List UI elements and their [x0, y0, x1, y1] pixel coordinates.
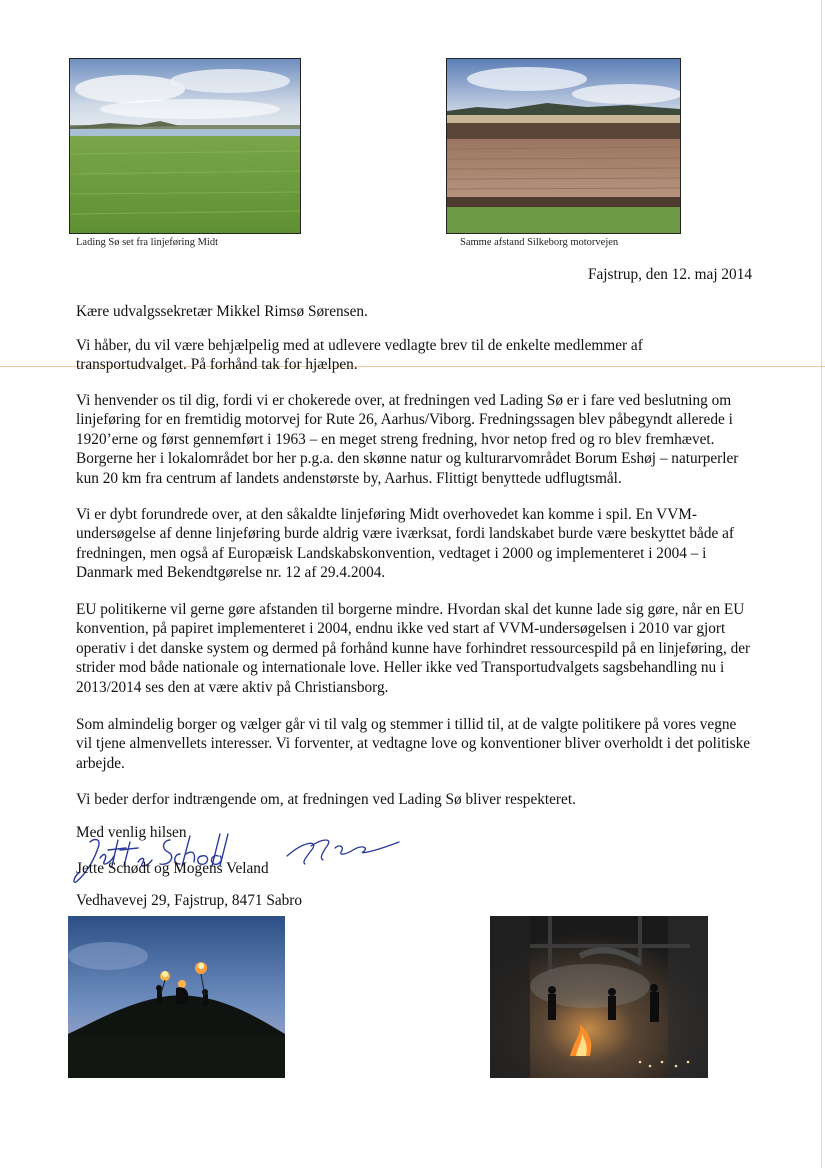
place-date: Fajstrup, den 12. maj 2014	[588, 266, 753, 283]
text-line: Vi beder derfor indtrængende om, at fredningen ved Lading Sø bliver respekteret.	[76, 791, 576, 808]
handwritten-signature-jette	[68, 828, 238, 888]
text-line: Danmark med Bekendtgørelse nr. 12 af 29.4.2004.	[76, 564, 386, 582]
text-line: 1920’erne og først gennemført i 1963 – en meget streng fredning, hvor netop fred og ro blev fremhævet.	[76, 430, 715, 448]
text-line: operativ i det danske system og dermed på forhånd kunne have forhindret ressourcespild på en linjeføring, der	[76, 639, 751, 657]
text-line: Vi er dybt forundrede over, at den såkaldte linjeføring Midt overhovedet kan komme i spil. En VVM-	[76, 506, 697, 523]
photo-silkeborg-motorvej	[446, 58, 681, 234]
text-line: Som almindelig borger og vælger går vi til valg og stemmer i tillid til, at de valgte politikere på vores vegne	[76, 716, 737, 733]
caption-silkeborg-motorvej: Samme afstand Silkeborg motorvejen	[460, 237, 619, 248]
text-line: konvention, på papiret implementeret i 2004, endnu ikke ved start af VVM-undersøgelsen i 2010 var gjort	[76, 620, 726, 638]
text-line: strider mod både nationale og internationale love. Heller ikke ved Transportudvalgets sagsbehandling nu i	[76, 659, 725, 677]
caption-lading-so: Lading Sø set fra linjeføring Midt	[76, 237, 219, 248]
page-edge-line	[821, 0, 822, 1168]
text-line: vil tjene almenvellets interesser. Vi forventer, at vedtagne love og konventioner bliver overholdt i det politiske	[76, 735, 751, 753]
text-line: 2013/2014 ses den at være aktiv på Christiansborg.	[76, 678, 389, 696]
text-line: EU politikerne vil gerne gøre afstanden til borgerne mindre. Hvordan skal det kunne lade sig gøre, når en EU	[76, 601, 745, 618]
text-line: Vi henvender os til dig, fordi vi er chokerede over, at fredningen ved Lading Sø er i fare ved beslutning om	[76, 392, 732, 409]
text-line: linjeføring for en fremtidig motorvej for Rute 26, Aarhus/Viborg. Fredningssagen blev påbegyndt allerede i	[76, 411, 733, 429]
text-line: undersøgelse af denne linjeføring burde aldrig være iværksat, fordi landskabet burde være beskyttet både af	[76, 525, 734, 543]
photo-lading-so	[69, 58, 301, 234]
paragraph-6	[76, 790, 756, 809]
text-line: fredningen, men også af Europæisk Landskabskonvention, vedtaget i 2000 og implementeret i 2004 – i	[76, 544, 707, 562]
text-line: arbejde.	[76, 754, 125, 772]
paragraph-2	[76, 391, 756, 488]
text-line: Vi håber, du vil være behjælpelig med at udlevere vedlagte brev til de enkelte medlemmer af	[76, 337, 643, 354]
photo-burial-mound-torches	[68, 916, 285, 1078]
signature-names: Jette Schødt og Mogens Veland	[76, 860, 269, 877]
paragraph-4	[76, 600, 756, 697]
text-line: transportudvalget. På forhånd tak for hjælpen.	[76, 356, 358, 374]
photo-fire-interior	[490, 916, 708, 1078]
text-line: kun 20 km fra centrum af landets andenstørste by, Aarhus. Flittigt benyttede udflugtsmål.	[76, 469, 622, 487]
paragraph-3	[76, 505, 756, 583]
paragraph-5	[76, 715, 756, 773]
paragraph-1	[76, 336, 756, 375]
closing: Med venlig hilsen	[76, 824, 187, 841]
text-line: Borgerne her i lokalområdet bor her p.g.a. den skønne natur og kulturarvområdet Borum Eshøj – naturperler	[76, 450, 739, 468]
salutation: Kære udvalgssekretær Mikkel Rimsø Sørensen.	[76, 303, 368, 320]
address: Vedhavevej 29, Fajstrup, 8471 Sabro	[76, 892, 303, 909]
handwritten-signature-mogens	[283, 834, 403, 868]
